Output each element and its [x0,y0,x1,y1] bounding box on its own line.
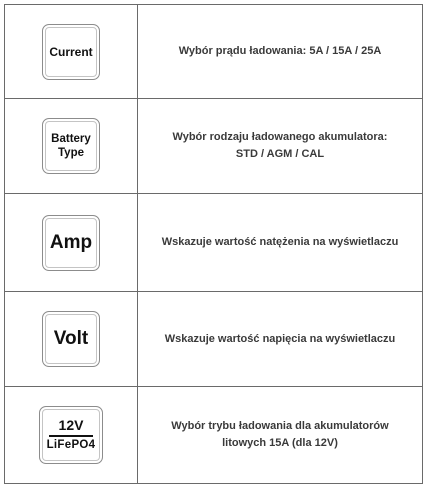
lifepo4-divider [49,435,93,437]
description-cell [138,292,423,387]
battery-type-button-icon [42,118,100,174]
icon-cell [5,194,138,292]
table-row [5,387,423,484]
lifepo4-description-line2: litowych 15A (dla 12V) [222,437,338,449]
current-description: Wybór prądu ładowania: 5A / 15A / 25A [178,45,382,57]
battery-type-label-line2: Type [58,147,84,159]
button-legend-table [4,4,423,484]
icon-cell [5,99,138,194]
icon-cell [5,292,138,387]
icon-cell [5,387,138,484]
volt-description: Wskazuje wartość napięcia na wyświetlaczu [164,332,396,345]
amp-button-label: Amp [49,231,93,253]
description-cell [138,194,423,292]
battery-type-description-line2: STD / AGM / CAL [235,148,325,160]
battery-type-label-line1: Battery [51,133,91,145]
current-button-label: Current [49,44,93,59]
table-row [5,194,423,292]
amp-button-icon [42,215,100,271]
lifepo4-label-top: 12V [58,417,84,433]
lifepo4-label-bottom: LiFePO4 [46,439,96,451]
volt-button-icon [42,311,100,367]
amp-description: Wskazuje wartość natężenia na wyświetlaczu [161,236,399,248]
table-row [5,5,423,99]
icon-cell [5,5,138,99]
lifepo4-button-icon [39,406,103,464]
description-cell [138,5,423,99]
battery-type-description-line1: Wybór rodzaju ładowanego akumulatora: [172,131,388,143]
volt-button-label: Volt [53,328,89,349]
description-cell [138,387,423,484]
description-cell [138,99,423,194]
table-row [5,292,423,387]
current-button-icon [42,24,100,80]
lifepo4-description-line1: Wybór trybu ładowania dla akumulatorów [171,420,389,432]
table-row [5,99,423,194]
